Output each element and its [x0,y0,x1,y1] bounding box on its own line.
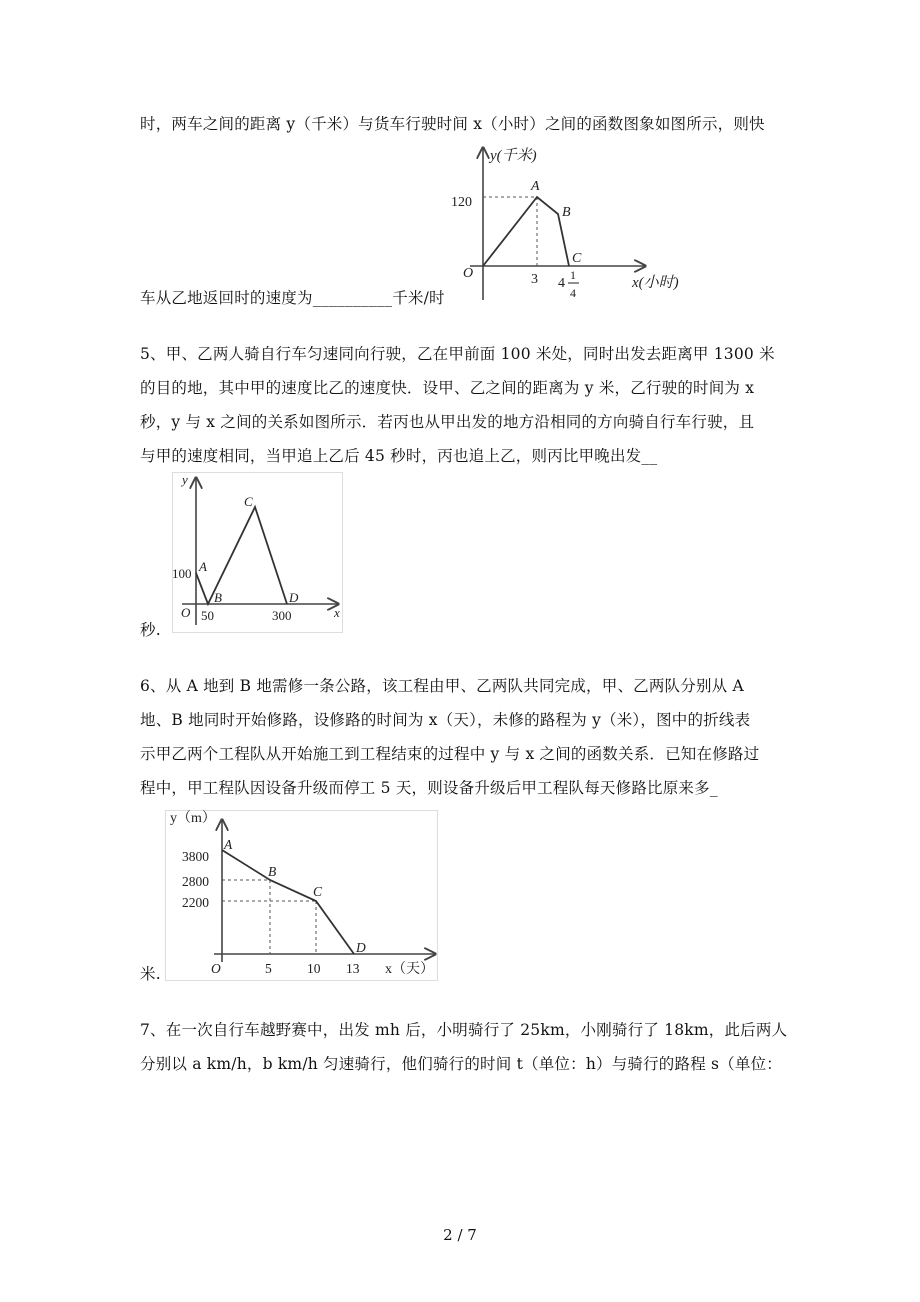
q4-unit: 千米/时 [392,289,445,307]
q5-text-end: 秒. [140,621,161,639]
q5-point-a: A [199,559,207,574]
q6-text-line-1: 6、从 A 地到 B 地需修一条公路，该工程由甲、乙两队共同完成，甲、乙两队分别从 A [140,677,744,695]
q4-x-tick-1: 3 [531,272,538,287]
q6-y-tick-3: 2200 [182,895,209,910]
q6-point-d: D [356,940,366,955]
q6-x-label: x（天） [385,962,434,977]
q5-x-tick-2: 300 [272,608,292,623]
q6-answer-blank: _ [709,779,718,797]
q4-answer-blank: __________ [312,289,393,307]
q5-text-line-3: 秒，y 与 x 之间的关系如图所示．若丙也从甲出发的地方沿相同的方向骑自行车行驶，且 [140,413,755,431]
q5-point-c: C [244,494,253,509]
q4-question-text: 车从乙地返回时的速度为 [140,289,313,307]
q5-text-line-2: 的目的地，其中甲的速度比乙的速度快．设甲、乙之间的距离为 y 米，乙行驶的时间为 x [140,379,755,397]
q5-graph-line [196,507,287,604]
q4-y-tick: 120 [451,195,472,210]
q4-x-tick-2-den: 4 [570,286,576,300]
q5-origin: O [181,605,191,620]
q5-text-line-4 [140,444,657,466]
q6-graph-line [222,850,354,954]
q6-text-line-3: 示甲乙两个工程队从开始施工到工程结束的过程中 y 与 x 之间的函数关系．已知在修路过 [140,745,760,763]
q5-text-line-1: 5、甲、乙两人骑自行车匀速同向行驶，乙在甲前面 100 米处，同时出发去距离甲 1300 米 [140,345,775,363]
q4-x-label: x(小时) [632,275,679,291]
q5-graph-frame [173,473,343,633]
q6-y-label: y（m） [170,811,216,826]
q6-question-text: 程中，甲工程队因设备升级而停工 5 天，则设备升级后甲工程队每天修路比原来多 [140,779,710,797]
q5-y-tick: 100 [172,566,192,581]
q6-point-a: A [224,837,233,852]
q6-y-tick-2: 2800 [182,874,209,889]
q4-text-line-1: 时，两车之间的距离 y（千米）与货车行驶时间 x（小时）之间的函数图象如图所示，则快 [140,115,765,133]
q4-text-line-2 [140,286,445,308]
q6-x-tick-1: 5 [265,961,272,976]
q6-graph [165,800,445,985]
q6-x-tick-3: 13 [346,961,360,976]
q4-y-label: y(千米) [490,148,537,164]
q5-y-label: y [182,472,188,487]
q6-point-c: C [313,884,323,899]
q4-graph-line [483,197,569,266]
q5-graph [172,472,347,637]
q6-text-line-2: 地、B 地同时开始修路，设修路的时间为 x（天），未修的路程为 y（米），图中的折线表 [140,711,751,729]
page-number: 2 / 7 [443,1226,477,1244]
q4-x-tick-2-num: 1 [570,268,576,282]
q4-point-a: A [531,179,540,194]
q5-answer-blank: __ [641,447,658,465]
q5-point-d: D [289,590,299,605]
q4-x-tick-2-whole: 4 [558,276,565,291]
q4-origin: O [463,266,474,281]
q4-point-b: B [562,205,571,220]
q5-point-b: B [214,590,222,605]
q6-text-line-4 [140,776,718,798]
q7-text-line-2: 分别以 a km/h，b km/h 匀速骑行，他们骑行的时间 t（单位：h）与骑行的路程 s（单位： [140,1055,782,1073]
q6-text-end: 米. [140,965,161,983]
q4-point-c: C [572,251,582,266]
q5-question-text: 与甲的速度相同，当甲追上乙后 45 秒时，丙也追上乙，则丙比甲晚出发 [140,447,642,465]
q6-point-b: B [268,864,277,879]
q6-y-tick-1: 3800 [182,849,209,864]
q5-x-label: x [334,605,340,620]
q6-origin: O [211,961,221,976]
q4-graph [440,138,700,308]
q5-x-tick-1: 50 [201,608,214,623]
q6-x-tick-2: 10 [307,961,321,976]
q7-text-line-1: 7、在一次自行车越野赛中，出发 mh 后，小明骑行了 25km，小刚骑行了 18km，此后两人 [140,1021,788,1039]
